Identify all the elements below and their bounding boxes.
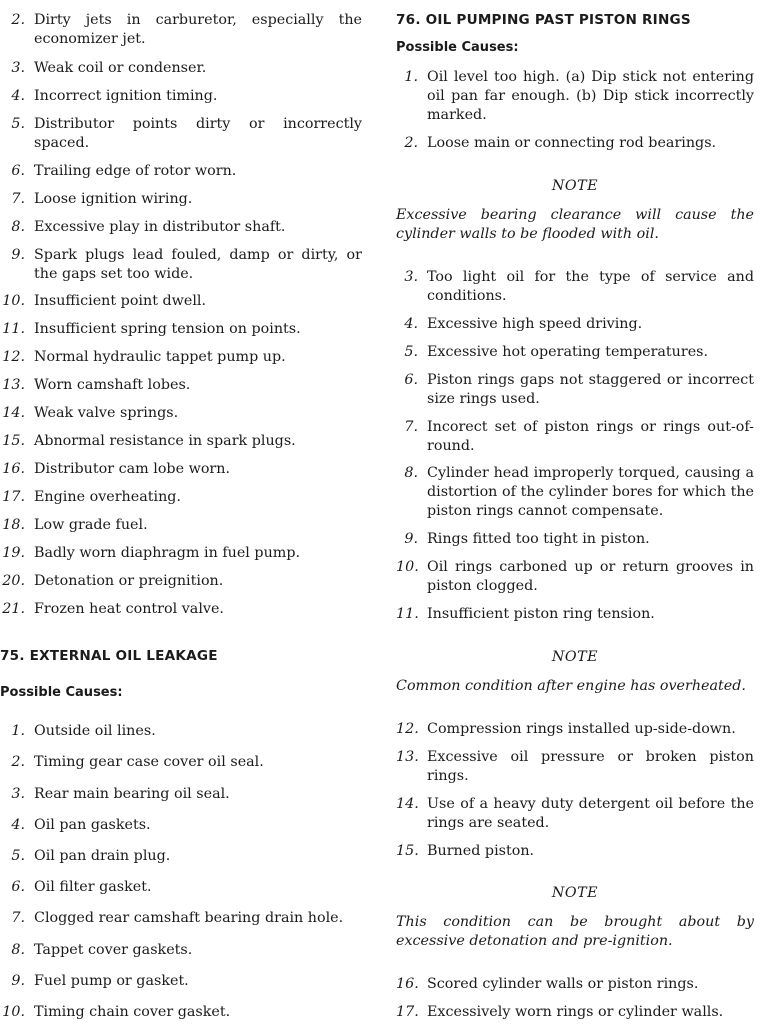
cause-item-17: 17. Engine overheating.: [2, 489, 181, 505]
pump-item-16: 16. Scored cylinder walls or piston rings.: [396, 976, 699, 992]
cause-item-6: 6. Trailing edge of rotor worn.: [11, 163, 237, 179]
cause-item-9: 9. Spark plugs lead fouled, damp or dirty, or the gaps set too wide.: [11, 247, 362, 282]
pump-item-9: 9. Rings fitted too tight in piston.: [404, 531, 650, 547]
cause-item-5: 5. Distributor points dirty or incorrectly spaced.: [11, 116, 362, 151]
pump-item-12: 12. Compression rings installed up-side-down.: [396, 721, 736, 737]
section-75-heading: 75. EXTERNAL OIL LEAKAGE: [0, 648, 218, 664]
cause-item-4: 4. Incorrect ignition timing.: [11, 88, 218, 104]
pump-item-1: 1. Oil level too high. (a) Dip stick not entering oil pan far enough. (b) Dip stick incorrectly marked.: [404, 69, 754, 123]
cause-item-20: 20. Detonation or preignition.: [2, 573, 224, 589]
cause-item-10: 10. Insufficient point dwell.: [2, 293, 207, 309]
cause-item-18: 18. Low grade fuel.: [2, 517, 148, 533]
pump-item-3: 3. Too light oil for the type of service and conditions.: [404, 269, 754, 304]
leak-item-2: 2. Timing gear case cover oil seal.: [11, 754, 264, 770]
section-76-subheading: Possible Causes:: [396, 40, 519, 55]
cause-item-13: 13. Worn camshaft lobes.: [2, 377, 191, 393]
leak-item-7: 7. Clogged rear camshaft bearing drain hole.: [11, 910, 344, 926]
leak-item-10: 10. Timing chain cover gasket.: [2, 1004, 231, 1020]
cause-item-11: 11. Insufficient spring tension on points.: [2, 321, 301, 337]
pump-item-13: 13. Excessive oil pressure or broken piston rings.: [396, 749, 754, 784]
note-text: Excessive bearing clearance will cause the cylinder walls to be flooded with oil.: [396, 207, 754, 242]
pump-item-10: 10. Oil rings carboned up or return grooves in piston clogged.: [396, 559, 754, 594]
leak-item-5: 5. Oil pan drain plug.: [11, 848, 171, 864]
pump-item-7: 7. Incorect set of piston rings or rings out-of-round.: [404, 419, 754, 454]
cause-item-7: 7. Loose ignition wiring.: [11, 191, 193, 207]
leak-item-3: 3. Rear main bearing oil seal.: [11, 786, 230, 802]
leak-item-4: 4. Oil pan gaskets.: [11, 817, 151, 833]
note-text: This condition can be brought about by excessive detonation and pre-ignition.: [396, 914, 754, 949]
cause-item-21: 21. Frozen heat control valve.: [2, 601, 224, 617]
pump-item-11: 11. Insufficient piston ring tension.: [396, 606, 655, 622]
cause-item-19: 19. Badly worn diaphragm in fuel pump.: [2, 545, 301, 561]
cause-item-15: 15. Abnormal resistance in spark plugs.: [2, 433, 296, 449]
cause-item-12: 12. Normal hydraulic tappet pump up.: [2, 349, 286, 365]
pump-item-8: 8. Cylinder head improperly torqued, causing a distortion of the cylinder bores for which the piston rings cannot compensate.: [404, 465, 754, 519]
pump-item-2: 2. Loose main or connecting rod bearings.: [404, 135, 717, 151]
pump-item-5: 5. Excessive hot operating temperatures.: [404, 344, 709, 360]
leak-item-1: 1. Outside oil lines.: [11, 723, 156, 739]
pump-item-17: 17. Excessively worn rings or cylinder walls.: [396, 1004, 724, 1020]
pump-item-14: 14. Use of a heavy duty detergent oil before the rings are seated.: [396, 796, 754, 831]
cause-item-3: 3. Weak coil or condenser.: [11, 60, 207, 76]
pump-item-6: 6. Piston rings gaps not staggered or incorrect size rings used.: [404, 372, 754, 407]
cause-item-14: 14. Weak valve springs.: [2, 405, 179, 421]
leak-item-8: 8. Tappet cover gaskets.: [11, 942, 193, 958]
section-76-heading: 76. OIL PUMPING PAST PISTON RINGS: [396, 12, 691, 28]
note-title: NOTE: [551, 649, 599, 665]
leak-item-9: 9. Fuel pump or gasket.: [11, 973, 189, 989]
leak-item-6: 6. Oil filter gasket.: [11, 879, 152, 895]
cause-item-2: 2. Dirty jets in carburetor, especially the economizer jet.: [11, 12, 362, 47]
note-title: NOTE: [551, 178, 599, 194]
cause-item-8: 8. Excessive play in distributor shaft.: [11, 219, 286, 235]
cause-item-16: 16. Distributor cam lobe worn.: [2, 461, 231, 477]
note-text: Common condition after engine has overheated.: [396, 678, 746, 694]
pump-item-4: 4. Excessive high speed driving.: [404, 316, 643, 332]
section-75-subheading: Possible Causes:: [0, 685, 123, 700]
note-title: NOTE: [551, 885, 599, 901]
pump-item-15: 15. Burned piston.: [396, 843, 535, 859]
